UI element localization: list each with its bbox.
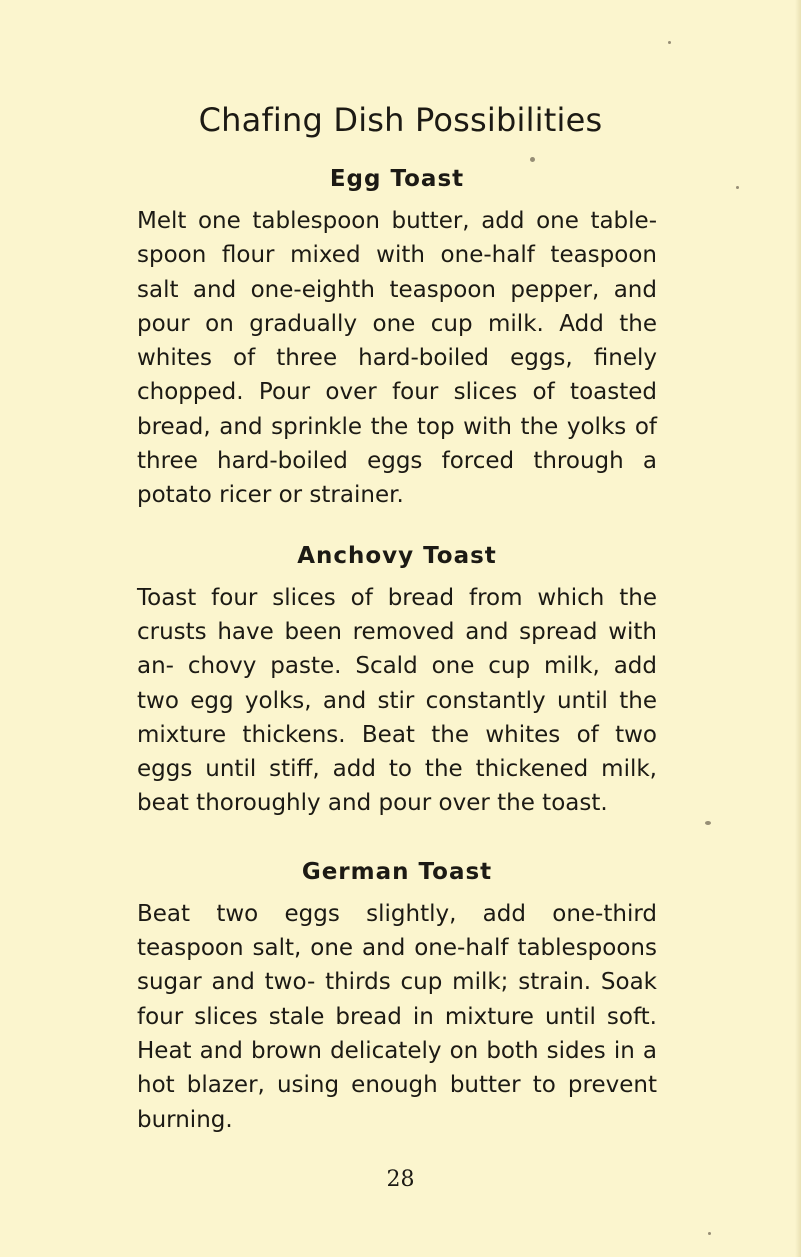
recipe-title: Egg Toast bbox=[329, 166, 465, 192]
paper-speck bbox=[668, 41, 671, 44]
running-head: Chafing Dish Possibilities bbox=[198, 101, 603, 139]
page-edge-shadow bbox=[795, 0, 801, 1257]
paper-speck bbox=[530, 157, 535, 162]
recipe-title: German Toast bbox=[301, 858, 493, 885]
paper-speck bbox=[736, 186, 739, 189]
recipe-egg-toast bbox=[137, 164, 657, 513]
recipe-body: Beat two eggs slightly, add one-third teaspoon salt, one and one-half tablespoons sugar and two- thirds cup milk; strain. Soak four slices stale bread in mixture until soft. Heat and brown delicately on both sides in a hot blazer, using enough butter to prevent burning. bbox=[137, 900, 657, 1133]
recipe-german-toast bbox=[137, 857, 657, 1137]
page-number: 28 bbox=[386, 1167, 415, 1192]
recipe-body: Melt one tablespoon butter, add one table- spoon flour mixed with one-half teaspoon salt and one-eighth teaspoon pepper, and pour on gradually one cup milk. Add the whites of three hard-boiled eggs, finely chopped. Pour over four slices of toasted bread, and sprinkle the top with the yolks of three hard-boiled eggs forced through a potato ricer or strainer. bbox=[137, 208, 657, 509]
paper-speck bbox=[705, 821, 711, 825]
recipe-anchovy-toast bbox=[137, 541, 657, 821]
recipe-body: Toast four slices of bread from which the crusts have been removed and spread with an- chovy paste. Scald one cup milk, add two egg yolks, and stir constantly until the mixture thickens. Beat the whites of two eggs until stiff, add to the thickened milk, beat thoroughly and pour over the toast. bbox=[137, 584, 657, 817]
paper-speck bbox=[708, 1232, 711, 1235]
recipe-title: Anchovy Toast bbox=[297, 542, 497, 569]
page-content bbox=[137, 160, 657, 1137]
